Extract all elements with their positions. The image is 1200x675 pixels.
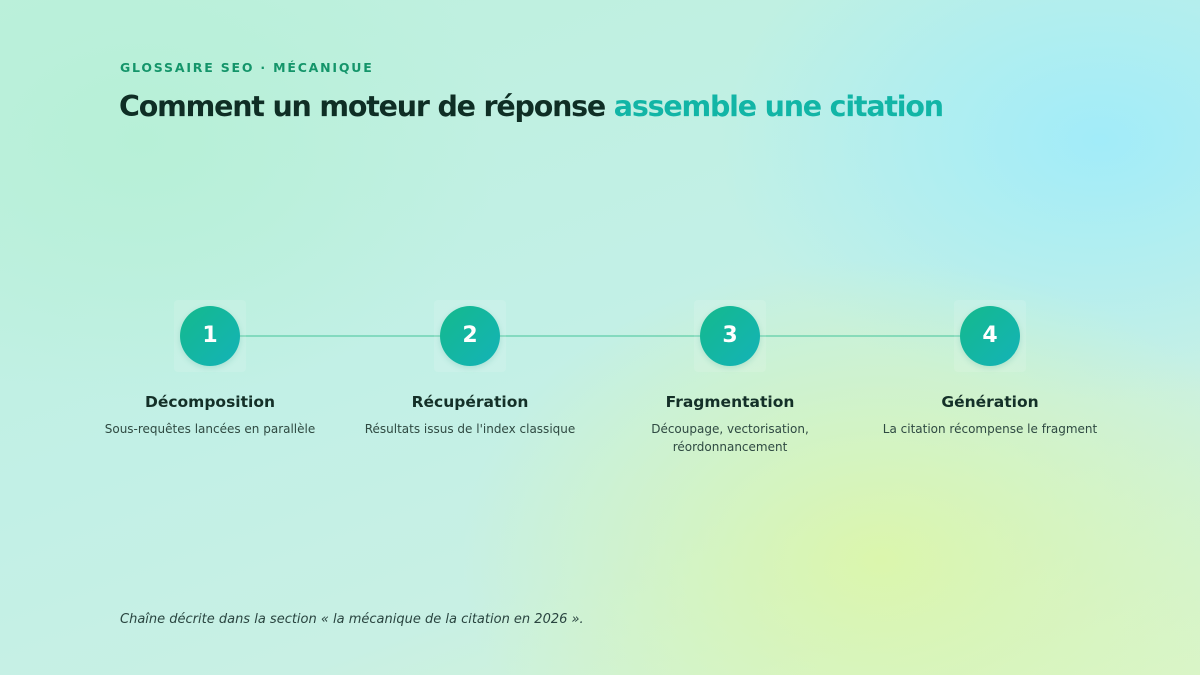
title-accent: assemble une citation xyxy=(613,90,943,123)
step-description: Sous-requêtes lancées en parallèle xyxy=(104,422,316,436)
step-title: Génération xyxy=(941,393,1039,411)
step-decomposition xyxy=(90,306,330,438)
step-title: Récupération xyxy=(411,393,529,411)
step-title: Décomposition xyxy=(144,393,276,411)
step-description-line: réordonnancement xyxy=(672,440,788,454)
step-number-badge: 3 xyxy=(700,306,760,366)
step-description: La citation récompense le fragment xyxy=(882,422,1098,436)
eyebrow-label: GLOSSAIRE SEO · MÉCANIQUE xyxy=(120,60,374,75)
page-title xyxy=(119,90,943,123)
step-number-badge: 4 xyxy=(960,306,1020,366)
step-number-badge: 2 xyxy=(440,306,500,366)
title-main: Comment un moteur de réponse xyxy=(119,90,606,123)
step-recuperation xyxy=(350,306,590,438)
footer-note: Chaîne décrite dans la section « la mécanique de la citation en 2026 ». xyxy=(120,612,584,627)
step-fragmentation xyxy=(610,306,850,456)
step-generation xyxy=(870,306,1110,438)
step-description xyxy=(610,420,850,456)
step-description: Résultats issus de l'index classique xyxy=(364,422,576,436)
step-number-badge: 1 xyxy=(180,306,240,366)
step-description-line: Découpage, vectorisation, xyxy=(651,422,809,436)
step-title: Fragmentation xyxy=(665,393,795,411)
